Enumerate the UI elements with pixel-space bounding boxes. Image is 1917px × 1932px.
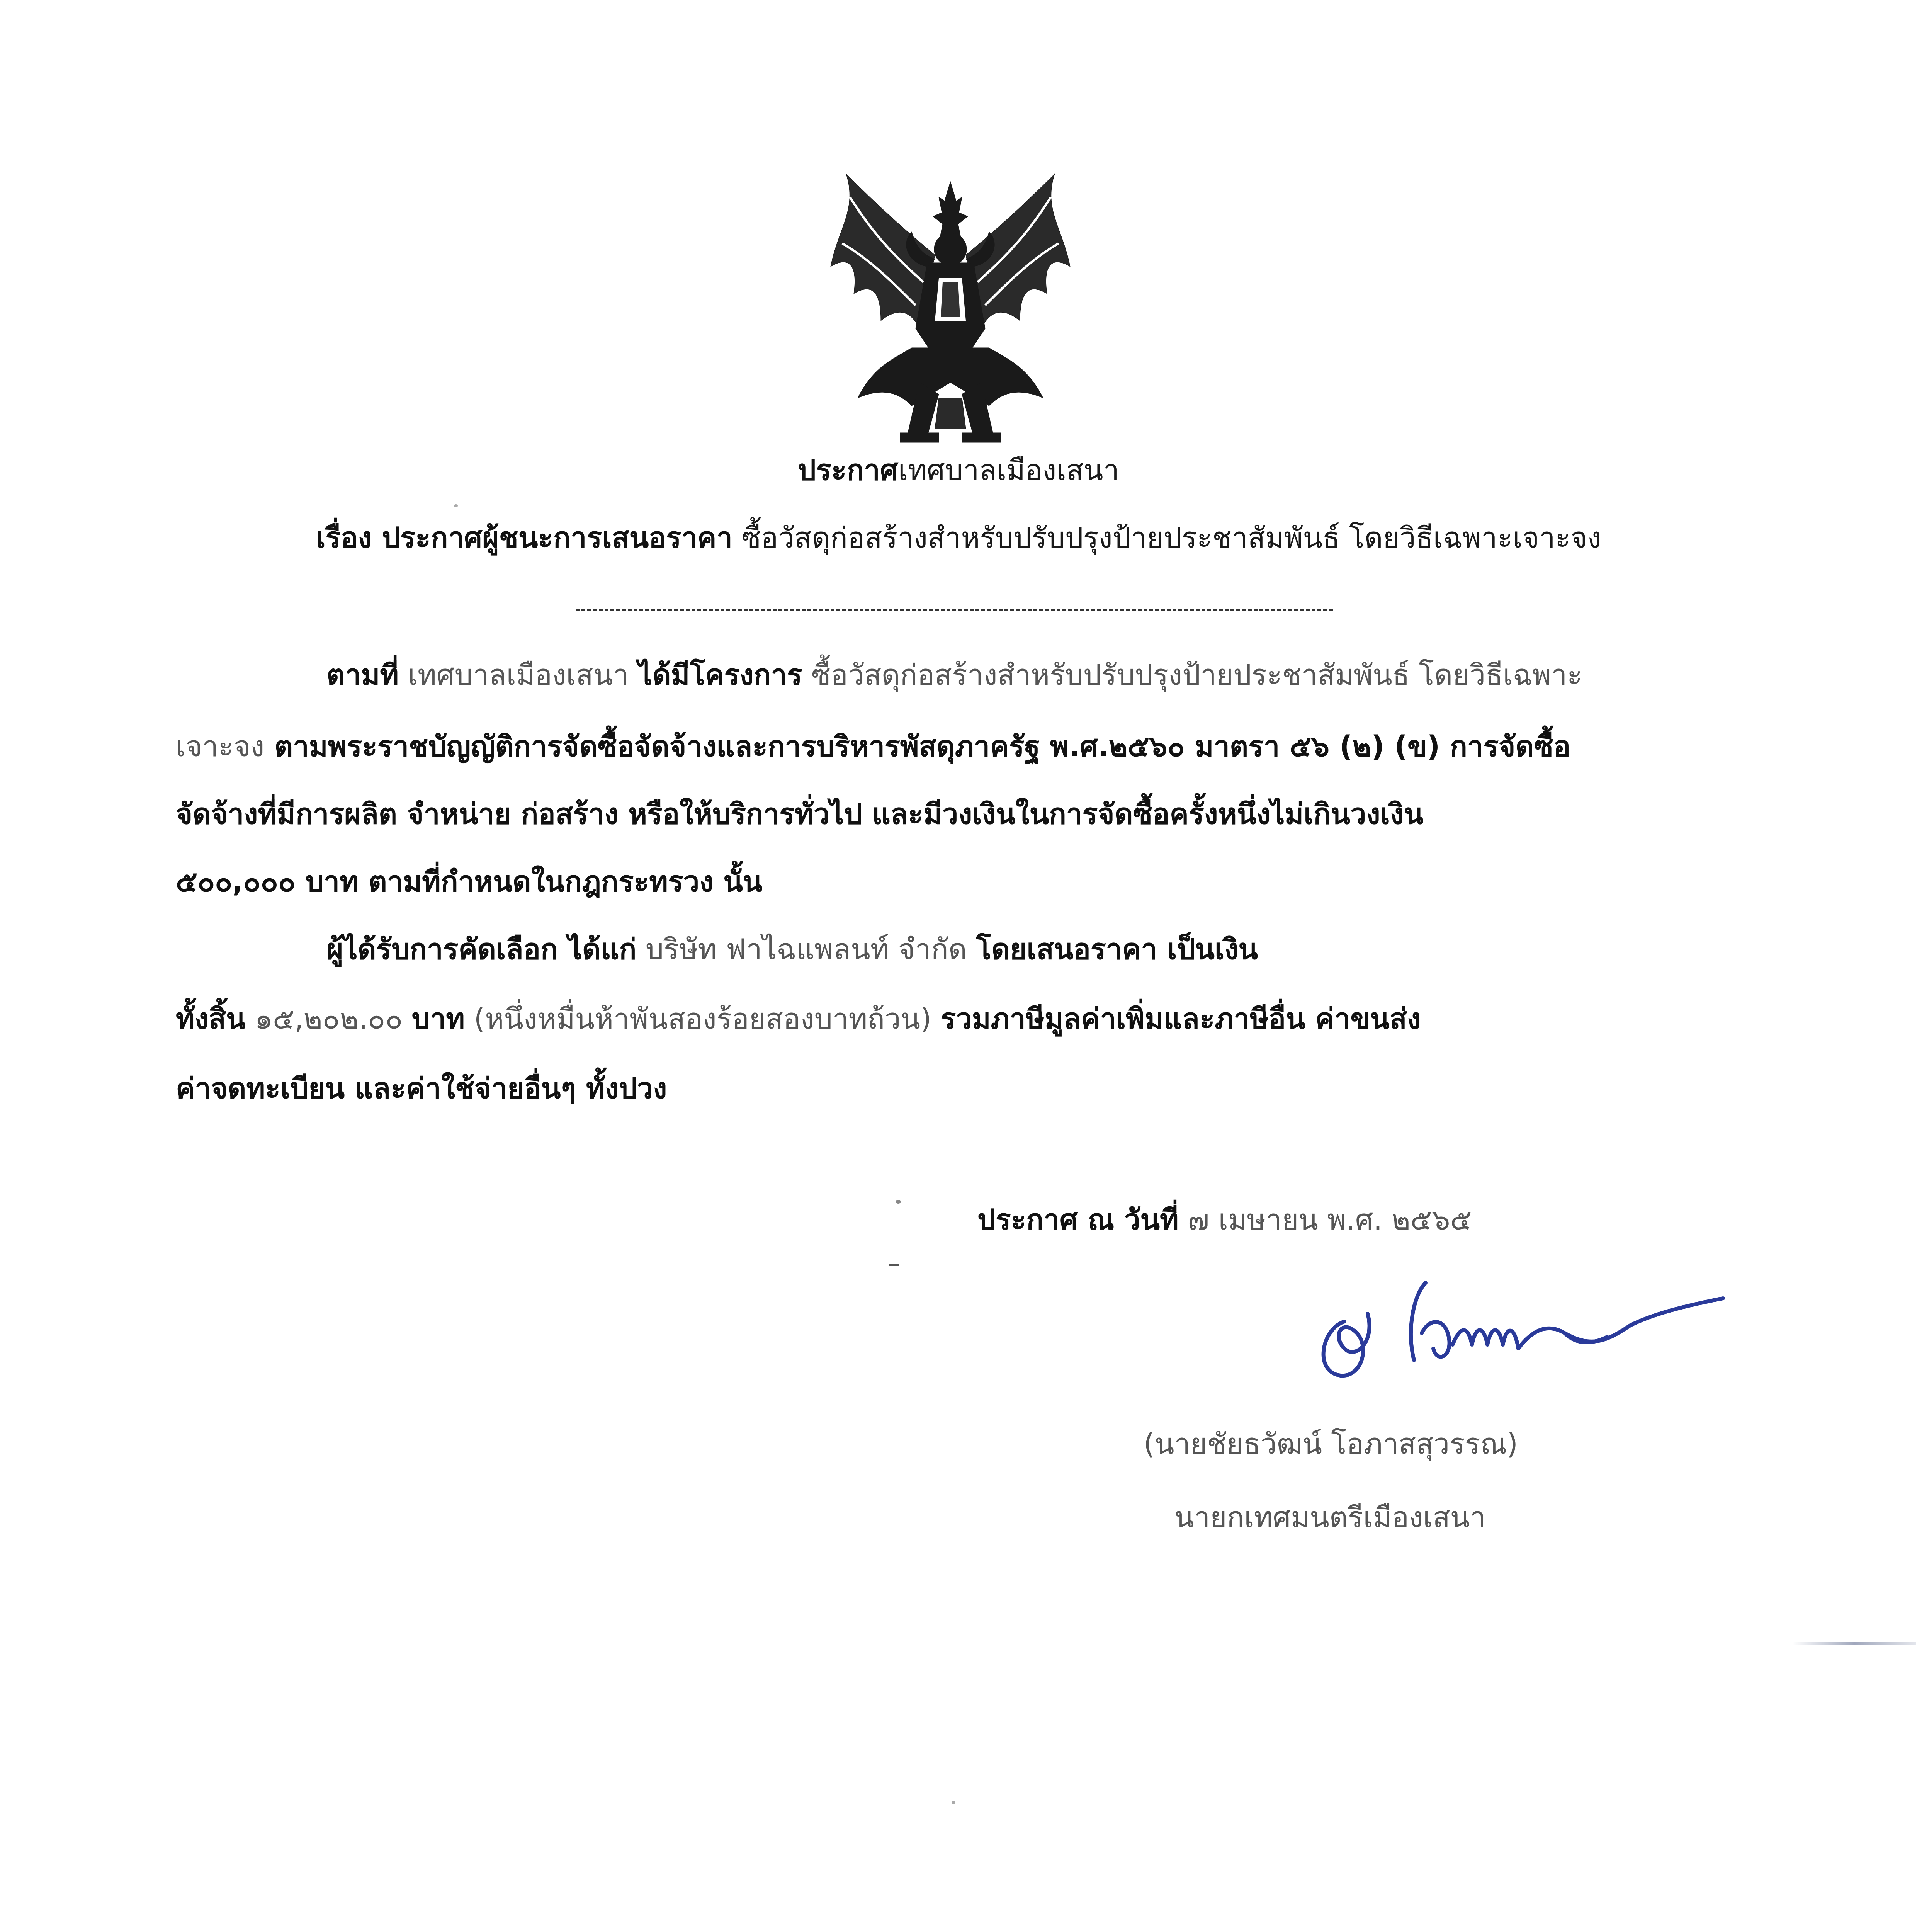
p1-project-fill-cont: เจาะจง	[176, 730, 265, 763]
p1-text-c: ได้มีโครงการ	[638, 658, 802, 692]
p1-text-a: ตามที่	[326, 658, 399, 692]
p1-project-fill: ซื้อวัสดุก่อสร้างสำหรับปรับปรุงป้ายประชาสัมพันธ์ โดยวิธีเฉพาะ	[802, 658, 1583, 692]
p1-law-text: ตามพระราชบัญญัติการจัดซื้อจัดจ้างและการบริหารพัสดุภาครัฐ พ.ศ.๒๕๖๐ มาตรา ๕๖ (๒) (ข) การจัดซื้อ	[264, 730, 1571, 763]
paragraph1-line2	[176, 732, 1570, 761]
paragraph2-line3: ค่าจดทะเบียน และค่าใช้จ่ายอื่นๆ ทั้งปวง	[176, 1072, 667, 1105]
p2-tax-text: รวมภาษีมูลค่าเพิ่มและภาษีอื่น ค่าขนส่ง	[940, 1002, 1421, 1036]
scan-mark	[1793, 1642, 1916, 1645]
date-label: ประกาศ ณ วันที่	[977, 1203, 1179, 1236]
p2-total-label: ทั้งสิ้น	[176, 1002, 246, 1036]
scan-speck	[889, 1264, 899, 1266]
date-value-fill: ๗ เมษายน พ.ศ. ๒๕๖๕	[1178, 1203, 1472, 1236]
p2-amount-fill: ๑๕,๒๐๒.๐๐	[245, 1002, 412, 1036]
title-prefix: ประกาศ	[798, 454, 898, 487]
announcement-subject	[0, 521, 1917, 554]
p2-text-a: ผู้ได้รับการคัดเลือก ได้แก่	[326, 933, 637, 966]
signatory-position: นายกเทศมนตรีเมืองเสนา	[1174, 1501, 1486, 1534]
garuda-emblem-icon	[823, 166, 1078, 444]
paragraph1-line4: ๕๐๐,๐๐๐ บาท ตามที่กำหนดในกฎกระทรวง นั้น	[176, 865, 763, 898]
p2-amount-words-fill: (หนึ่งหมื่นห้าพันสองร้อยสองบาทถ้วน)	[465, 1002, 941, 1036]
scan-speck	[896, 1200, 901, 1204]
announcement-title	[0, 456, 1917, 485]
p2-text-c: โดยเสนอราคา เป็นเงิน	[976, 933, 1258, 966]
title-organization: เทศบาลเมืองเสนา	[898, 454, 1119, 487]
subject-text: ซื้อวัสดุก่อสร้างสำหรับปรับปรุงป้ายประชาสัมพันธ์ โดยวิธีเฉพาะเจาะจง	[741, 521, 1601, 554]
paragraph2-line2	[176, 1002, 1421, 1036]
paragraph1-line1	[326, 658, 1583, 692]
paragraph1-line3: จัดจ้างที่มีการผลิต จำหน่าย ก่อสร้าง หรือให้บริการทั่วไป และมีวงเงินในการจัดซื้อครั้งหนึ่งไม่เกินวงเงิน	[176, 798, 1424, 831]
announcement-date	[977, 1203, 1472, 1236]
signatory-name: (นายชัยธวัฒน์ โอภาสสุวรรณ)	[1144, 1427, 1518, 1461]
p2-company-fill: บริษัท ฟาไฉแพลนท์ จำกัด	[636, 933, 976, 966]
handwritten-signature	[1298, 1271, 1742, 1399]
p2-baht: บาท	[411, 1002, 465, 1036]
subject-label: เรื่อง ประกาศผู้ชนะการเสนอราคา	[316, 521, 733, 554]
scan-speck	[952, 1801, 955, 1804]
divider-line	[576, 609, 1333, 611]
paragraph2-line1	[326, 935, 1258, 964]
scan-speck	[454, 504, 458, 507]
p1-org-fill: เทศบาลเมืองเสนา	[399, 658, 638, 692]
